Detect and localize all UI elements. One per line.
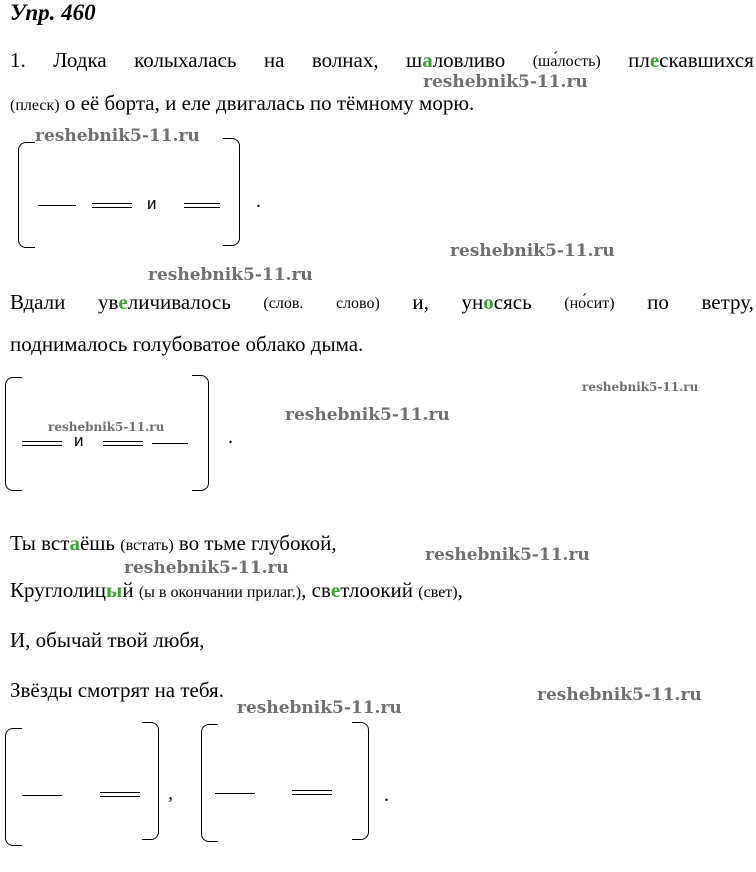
hint-word: слово): [335, 295, 380, 312]
word: и,: [412, 290, 429, 314]
scheme-3b-left-bracket: [201, 724, 218, 842]
paragraph-1-line-2: [10, 90, 474, 119]
subject-underline: [215, 793, 255, 794]
paragraph-1-line-1: [10, 47, 754, 73]
word-highlighted: увеличивалось: [98, 290, 231, 314]
scheme-2-right-bracket: [192, 375, 209, 491]
hint-word: (ы в окончании прилаг.): [138, 584, 302, 601]
scheme-1-right-bracket: [223, 138, 240, 246]
predicate-underline: [103, 441, 143, 446]
word: по: [647, 290, 669, 314]
watermark: reshebnik5-11.ru: [425, 545, 590, 565]
scheme-3b-right-bracket: [352, 722, 369, 840]
poem-line-2: Круглолицый (ы в окончании прилаг.), светлоокий (свет),: [10, 578, 463, 602]
scheme-1-left-bracket: [18, 142, 35, 248]
watermark: reshebnik5-11.ru: [537, 685, 702, 705]
paragraph-2-line-2: поднималось голубоватое облако дыма.: [10, 332, 364, 356]
scheme-3a-left-bracket: [5, 728, 22, 846]
watermark: reshebnik5-11.ru: [582, 380, 699, 394]
watermark: reshebnik5-11.ru: [285, 405, 450, 425]
hint-word: (плеск): [10, 97, 60, 114]
poem-line-3: И, обычай твой любя,: [10, 628, 205, 652]
word: 1.: [10, 48, 26, 72]
predicate-underline: [22, 441, 62, 446]
watermark: reshebnik5-11.ru: [124, 558, 289, 578]
word: Вдали: [10, 290, 66, 314]
hint-word: (встать): [120, 537, 174, 554]
poem-line-4: Звёзды смотрят на тебя.: [10, 678, 224, 702]
watermark: reshebnik5-11.ru: [35, 126, 200, 146]
sentence-text: о её борта, и еле двигалась по тёмному морю.: [64, 91, 475, 115]
paragraph-2-line-1: [10, 289, 754, 315]
scheme-2-left-bracket: [5, 377, 22, 491]
watermark: reshebnik5-11.ru: [237, 698, 402, 718]
watermark: reshebnik5-11.ru: [148, 265, 313, 285]
predicate-underline: [292, 790, 332, 795]
predicate-underline: [100, 792, 140, 797]
exercise-title: Упр. 460: [10, 0, 96, 25]
predicate-underline: [184, 203, 220, 208]
hint-word: (свет): [418, 584, 458, 601]
word: колыхалась: [134, 48, 237, 72]
hint-word: (ша́лость): [532, 53, 601, 70]
watermark: reshebnik5-11.ru: [48, 420, 165, 434]
scheme-3a-right-bracket: [142, 722, 159, 840]
scheme-separator-comma: ,: [168, 782, 173, 804]
subject-underline: [152, 443, 188, 444]
conjunction: и: [74, 431, 84, 450]
word: ветру,: [701, 290, 754, 314]
word-highlighted: уносясь: [461, 290, 532, 314]
hint-word: (но́сит): [564, 295, 615, 312]
predicate-underline: [92, 203, 132, 208]
subject-underline: [38, 205, 76, 206]
word: Лодка: [53, 48, 107, 72]
word-highlighted: плескавшихся: [628, 48, 754, 72]
hint-word: (слов.: [263, 295, 304, 312]
word: волнах,: [311, 48, 379, 72]
scheme-end-dot: .: [228, 426, 233, 448]
conjunction: и: [147, 194, 157, 213]
word: на: [263, 48, 285, 72]
scheme-end-dot: .: [384, 784, 389, 806]
watermark: reshebnik5-11.ru: [450, 241, 615, 261]
watermark: reshebnik5-11.ru: [423, 72, 588, 92]
poem-line-1: Ты встаёшь (встать) во тьме глубокой,: [10, 531, 337, 555]
subject-underline: [22, 795, 62, 796]
word-highlighted: шаловливо: [406, 48, 506, 72]
scheme-end-dot: .: [256, 190, 261, 212]
